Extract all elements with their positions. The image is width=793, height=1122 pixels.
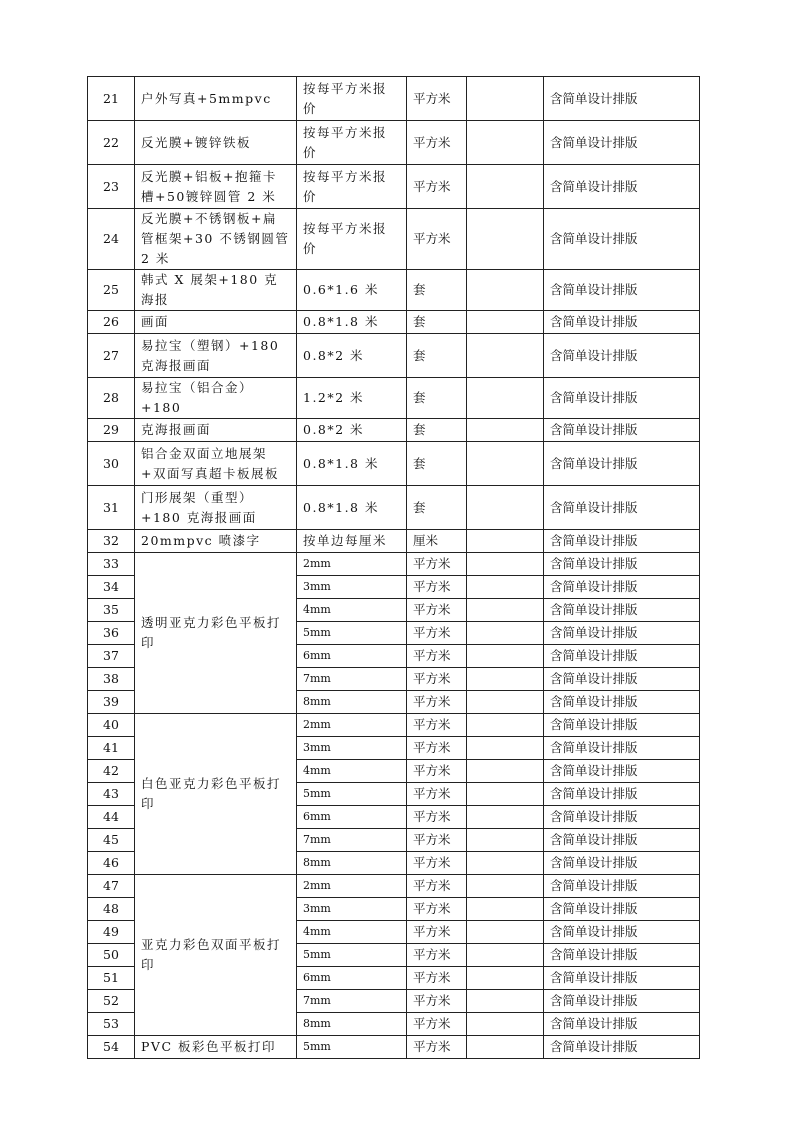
price-cell	[467, 419, 544, 442]
unit-cell: 套	[407, 334, 467, 378]
note-cell: 含简单设计排版	[544, 691, 700, 714]
unit-cell: 平方米	[407, 806, 467, 829]
price-cell	[467, 1036, 544, 1059]
row-number: 24	[88, 209, 135, 270]
unit-cell: 套	[407, 270, 467, 311]
row-number: 22	[88, 121, 135, 165]
unit-cell: 套	[407, 442, 467, 486]
spec-cell: 5mm	[297, 944, 407, 967]
spec-cell: 7mm	[297, 990, 407, 1013]
row-number: 48	[88, 898, 135, 921]
table-row	[88, 209, 700, 270]
group-item-name: 白色亚克力彩色平板打印	[135, 714, 297, 875]
note-cell: 含简单设计排版	[544, 944, 700, 967]
price-cell	[467, 121, 544, 165]
price-cell	[467, 921, 544, 944]
unit-cell: 平方米	[407, 622, 467, 645]
price-cell	[467, 165, 544, 209]
table-row	[88, 165, 700, 209]
spec-cell: 8mm	[297, 852, 407, 875]
note-cell: 含简单设计排版	[544, 875, 700, 898]
price-cell	[467, 737, 544, 760]
spec-cell: 5mm	[297, 622, 407, 645]
row-number: 41	[88, 737, 135, 760]
unit-cell: 平方米	[407, 576, 467, 599]
unit-cell: 套	[407, 311, 467, 334]
table-row	[88, 1036, 700, 1059]
price-cell	[467, 576, 544, 599]
note-cell: 含简单设计排版	[544, 165, 700, 209]
price-cell	[467, 622, 544, 645]
price-cell	[467, 760, 544, 783]
unit-cell: 平方米	[407, 829, 467, 852]
price-cell	[467, 944, 544, 967]
price-cell	[467, 829, 544, 852]
unit-cell: 平方米	[407, 852, 467, 875]
item-name: 画面	[135, 311, 297, 334]
row-number: 49	[88, 921, 135, 944]
note-cell: 含简单设计排版	[544, 77, 700, 121]
unit-cell: 平方米	[407, 714, 467, 737]
row-number: 23	[88, 165, 135, 209]
spec-cell: 4mm	[297, 599, 407, 622]
spec-cell: 2mm	[297, 553, 407, 576]
unit-cell: 平方米	[407, 1036, 467, 1059]
table-row	[88, 419, 700, 442]
table-row	[88, 311, 700, 334]
note-cell: 含简单设计排版	[544, 209, 700, 270]
row-number: 31	[88, 486, 135, 530]
row-number: 54	[88, 1036, 135, 1059]
row-number: 33	[88, 553, 135, 576]
note-cell: 含简单设计排版	[544, 783, 700, 806]
spec-cell: 1.2*2 米	[297, 378, 407, 419]
table-row	[88, 486, 700, 530]
price-cell	[467, 77, 544, 121]
unit-cell: 平方米	[407, 760, 467, 783]
row-number: 34	[88, 576, 135, 599]
item-name: 反光膜+不锈钢板+扁管框架+30 不锈钢圆管 2 米	[135, 209, 297, 270]
group-item-name: 透明亚克力彩色平板打印	[135, 553, 297, 714]
spec-cell: 0.8*1.8 米	[297, 486, 407, 530]
spec-cell: 0.8*2 米	[297, 334, 407, 378]
price-cell	[467, 668, 544, 691]
spec-cell: 7mm	[297, 829, 407, 852]
price-cell	[467, 990, 544, 1013]
row-number: 46	[88, 852, 135, 875]
row-number: 47	[88, 875, 135, 898]
price-cell	[467, 486, 544, 530]
price-cell	[467, 783, 544, 806]
spec-cell: 6mm	[297, 806, 407, 829]
spec-cell: 0.8*1.8 米	[297, 311, 407, 334]
item-name: 韩式 X 展架+180 克海报	[135, 270, 297, 311]
note-cell: 含简单设计排版	[544, 760, 700, 783]
row-number: 25	[88, 270, 135, 311]
row-number: 42	[88, 760, 135, 783]
unit-cell: 平方米	[407, 77, 467, 121]
spec-cell: 按每平方米报价	[297, 209, 407, 270]
note-cell: 含简单设计排版	[544, 622, 700, 645]
unit-cell: 平方米	[407, 209, 467, 270]
price-cell	[467, 209, 544, 270]
spec-cell: 5mm	[297, 1036, 407, 1059]
row-number: 36	[88, 622, 135, 645]
spec-cell: 8mm	[297, 1013, 407, 1036]
price-cell	[467, 599, 544, 622]
unit-cell: 平方米	[407, 967, 467, 990]
table-row	[88, 714, 700, 737]
note-cell: 含简单设计排版	[544, 921, 700, 944]
spec-cell: 0.8*2 米	[297, 419, 407, 442]
spec-cell: 7mm	[297, 668, 407, 691]
row-number: 43	[88, 783, 135, 806]
price-cell	[467, 898, 544, 921]
note-cell: 含简单设计排版	[544, 829, 700, 852]
price-cell	[467, 530, 544, 553]
note-cell: 含简单设计排版	[544, 599, 700, 622]
note-cell: 含简单设计排版	[544, 898, 700, 921]
unit-cell: 平方米	[407, 921, 467, 944]
item-name: 易拉宝（铝合金）+180	[135, 378, 297, 419]
price-cell	[467, 311, 544, 334]
item-name: 反光膜+铝板+抱箍卡槽+50镀锌圆管 2 米	[135, 165, 297, 209]
note-cell: 含简单设计排版	[544, 967, 700, 990]
item-name: PVC 板彩色平板打印	[135, 1036, 297, 1059]
spec-cell: 2mm	[297, 714, 407, 737]
table-row	[88, 77, 700, 121]
price-cell	[467, 645, 544, 668]
spec-cell: 按每平方米报价	[297, 121, 407, 165]
unit-cell: 平方米	[407, 1013, 467, 1036]
table-row	[88, 270, 700, 311]
table-row	[88, 442, 700, 486]
note-cell: 含简单设计排版	[544, 852, 700, 875]
row-number: 28	[88, 378, 135, 419]
note-cell: 含简单设计排版	[544, 668, 700, 691]
unit-cell: 平方米	[407, 875, 467, 898]
price-table	[87, 76, 700, 1059]
price-cell	[467, 334, 544, 378]
row-number: 50	[88, 944, 135, 967]
row-number: 30	[88, 442, 135, 486]
spec-cell: 3mm	[297, 898, 407, 921]
unit-cell: 套	[407, 419, 467, 442]
row-number: 51	[88, 967, 135, 990]
price-cell	[467, 442, 544, 486]
note-cell: 含简单设计排版	[544, 270, 700, 311]
note-cell: 含简单设计排版	[544, 806, 700, 829]
table-row	[88, 530, 700, 553]
group-item-name: 亚克力彩色双面平板打印	[135, 875, 297, 1036]
table-row	[88, 553, 700, 576]
spec-cell: 4mm	[297, 921, 407, 944]
row-number: 40	[88, 714, 135, 737]
row-number: 32	[88, 530, 135, 553]
spec-cell: 按单边每厘米	[297, 530, 407, 553]
note-cell: 含简单设计排版	[544, 714, 700, 737]
table-row	[88, 875, 700, 898]
table-row	[88, 334, 700, 378]
item-name: 20mmpvc 喷漆字	[135, 530, 297, 553]
item-name: 易拉宝（塑钢）+180 克海报画面	[135, 334, 297, 378]
unit-cell: 平方米	[407, 990, 467, 1013]
note-cell: 含简单设计排版	[544, 990, 700, 1013]
note-cell: 含简单设计排版	[544, 1013, 700, 1036]
spec-cell: 5mm	[297, 783, 407, 806]
unit-cell: 平方米	[407, 737, 467, 760]
spec-cell: 按每平方米报价	[297, 77, 407, 121]
row-number: 26	[88, 311, 135, 334]
unit-cell: 平方米	[407, 668, 467, 691]
unit-cell: 平方米	[407, 783, 467, 806]
row-number: 53	[88, 1013, 135, 1036]
row-number: 38	[88, 668, 135, 691]
row-number: 21	[88, 77, 135, 121]
price-cell	[467, 875, 544, 898]
table-row	[88, 121, 700, 165]
spec-cell: 3mm	[297, 737, 407, 760]
item-name: 反光膜+镀锌铁板	[135, 121, 297, 165]
unit-cell: 套	[407, 486, 467, 530]
unit-cell: 平方米	[407, 944, 467, 967]
unit-cell: 平方米	[407, 165, 467, 209]
note-cell: 含简单设计排版	[544, 645, 700, 668]
item-name: 户外写真+5mmpvc	[135, 77, 297, 121]
unit-cell: 平方米	[407, 553, 467, 576]
unit-cell: 平方米	[407, 898, 467, 921]
note-cell: 含简单设计排版	[544, 419, 700, 442]
spec-cell: 4mm	[297, 760, 407, 783]
unit-cell: 平方米	[407, 691, 467, 714]
spec-cell: 按每平方米报价	[297, 165, 407, 209]
row-number: 39	[88, 691, 135, 714]
row-number: 52	[88, 990, 135, 1013]
price-cell	[467, 852, 544, 875]
unit-cell: 平方米	[407, 645, 467, 668]
price-cell	[467, 270, 544, 311]
note-cell: 含简单设计排版	[544, 334, 700, 378]
spec-cell: 2mm	[297, 875, 407, 898]
price-cell	[467, 967, 544, 990]
spec-cell: 8mm	[297, 691, 407, 714]
note-cell: 含简单设计排版	[544, 530, 700, 553]
unit-cell: 厘米	[407, 530, 467, 553]
note-cell: 含简单设计排版	[544, 442, 700, 486]
note-cell: 含简单设计排版	[544, 1036, 700, 1059]
price-cell	[467, 553, 544, 576]
spec-cell: 6mm	[297, 967, 407, 990]
note-cell: 含简单设计排版	[544, 311, 700, 334]
price-cell	[467, 691, 544, 714]
spec-cell: 3mm	[297, 576, 407, 599]
price-cell	[467, 1013, 544, 1036]
spec-cell: 6mm	[297, 645, 407, 668]
row-number: 35	[88, 599, 135, 622]
row-number: 27	[88, 334, 135, 378]
row-number: 29	[88, 419, 135, 442]
price-cell	[467, 806, 544, 829]
unit-cell: 平方米	[407, 599, 467, 622]
price-cell	[467, 378, 544, 419]
note-cell: 含简单设计排版	[544, 737, 700, 760]
item-name: 铝合金双面立地展架+双面写真超卡板展板	[135, 442, 297, 486]
price-table-body	[88, 77, 700, 1059]
row-number: 45	[88, 829, 135, 852]
note-cell: 含简单设计排版	[544, 121, 700, 165]
note-cell: 含简单设计排版	[544, 576, 700, 599]
table-row	[88, 378, 700, 419]
item-name: 门形展架（重型）+180 克海报画面	[135, 486, 297, 530]
item-name: 克海报画面	[135, 419, 297, 442]
unit-cell: 套	[407, 378, 467, 419]
row-number: 44	[88, 806, 135, 829]
note-cell: 含简单设计排版	[544, 553, 700, 576]
unit-cell: 平方米	[407, 121, 467, 165]
note-cell: 含简单设计排版	[544, 486, 700, 530]
row-number: 37	[88, 645, 135, 668]
spec-cell: 0.6*1.6 米	[297, 270, 407, 311]
price-cell	[467, 714, 544, 737]
spec-cell: 0.8*1.8 米	[297, 442, 407, 486]
note-cell: 含简单设计排版	[544, 378, 700, 419]
